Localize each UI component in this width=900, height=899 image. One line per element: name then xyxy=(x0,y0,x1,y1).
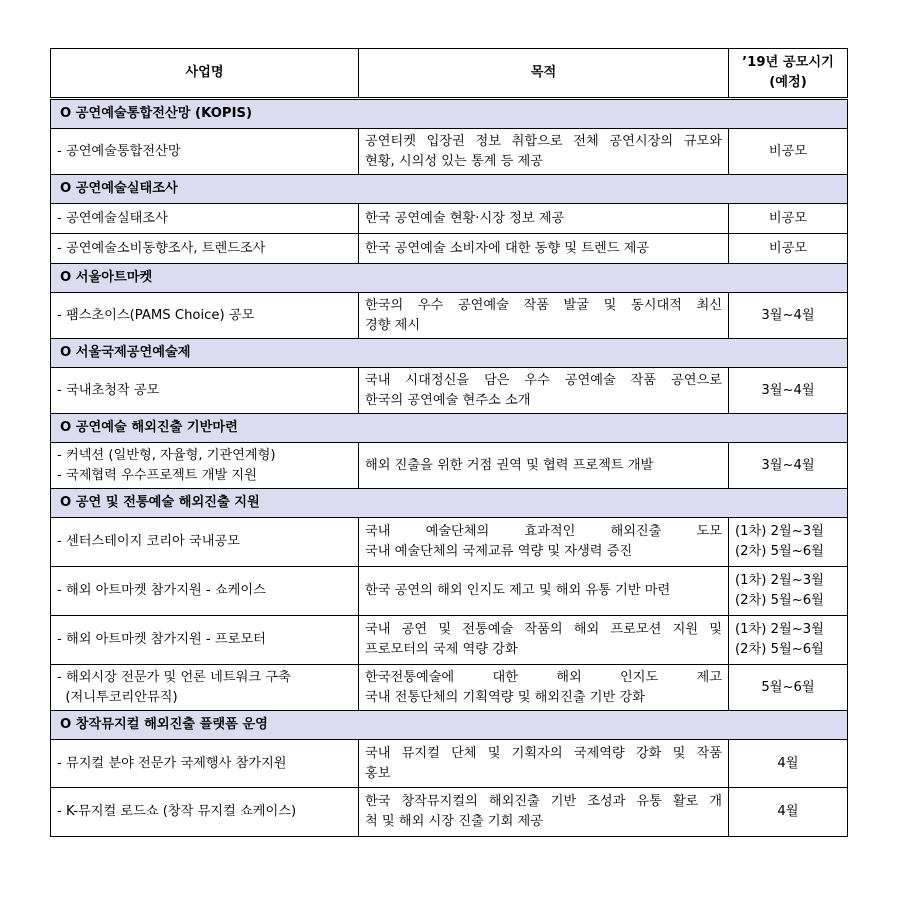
program-name-cell xyxy=(51,204,359,234)
purpose-line: 국내 공연 및 전통예술 작품의 해외 프로모션 지원 및 xyxy=(365,622,722,637)
program-name-line: - 해외 아트마켓 참가지원 - 쇼케이스 xyxy=(57,583,266,598)
section-title: O 공연예술통합전산망 (KOPIS) xyxy=(51,99,848,129)
purpose-line: 한국 공연예술 현황·시장 정보 제공 xyxy=(365,210,565,226)
application-period-line: 비공모 xyxy=(768,143,808,159)
application-period-line: 3월~4월 xyxy=(761,307,815,323)
purpose-cell xyxy=(359,443,729,489)
purpose-cell xyxy=(359,518,729,567)
program-name-line: - 공연예술소비동향조사, 트렌드조사 xyxy=(57,240,266,256)
application-period-line: (2차) 5월~6월 xyxy=(735,593,824,608)
table-row xyxy=(51,204,848,234)
header-purpose: 목적 xyxy=(359,49,729,99)
section-title: O 공연예술실태조사 xyxy=(51,175,848,204)
purpose-line: 국내 시대정신을 담은 우수 공연예술 작품 공연으로 xyxy=(365,372,722,388)
application-period-cell xyxy=(729,518,848,567)
purpose-cell xyxy=(359,234,729,264)
table-row xyxy=(51,443,848,489)
table-row xyxy=(51,788,848,837)
purpose-cell xyxy=(359,293,729,339)
header-period-line1: ’19년 공모시기 xyxy=(742,55,834,70)
table-row xyxy=(51,518,848,567)
program-name-line: - 팸스초이스(PAMS Choice) 공모 xyxy=(57,307,255,323)
purpose-line: 한국전통예술에 대한 해외 인지도 제고 xyxy=(365,669,722,685)
purpose-cell xyxy=(359,567,729,616)
purpose-line: 국내 전통단체의 기획역량 및 해외진출 기반 강화 xyxy=(365,689,645,705)
purpose-cell xyxy=(359,740,729,788)
application-period-line: (1차) 2월~3월 xyxy=(735,622,824,637)
application-period-cell xyxy=(729,788,848,837)
program-name-line: - 해외 아트마켓 참가지원 - 프로모터 xyxy=(57,632,266,647)
purpose-line: 프로모터의 국제 역량 강화 xyxy=(365,642,518,657)
application-period-cell xyxy=(729,616,848,665)
purpose-line: 국내 예술단체의 국제교류 역량 및 자생력 증진 xyxy=(365,544,633,559)
application-period-cell xyxy=(729,368,848,414)
header-row xyxy=(51,49,848,99)
purpose-line: 한국의 우수 공연예술 작품 발굴 및 동시대적 최신 xyxy=(365,297,722,313)
application-period-line: 4월 xyxy=(777,804,799,819)
application-period-cell xyxy=(729,443,848,489)
purpose-cell xyxy=(359,204,729,234)
purpose-line: 국내 뮤지컬 단체 및 기획자의 국제역량 강화 및 작품 xyxy=(365,745,722,761)
application-period-line: 비공모 xyxy=(768,240,808,256)
purpose-cell xyxy=(359,788,729,837)
program-name-line: - 커넥션 (일반형, 자율형, 기관연계형) xyxy=(57,447,276,463)
purpose-line: 한국 공연예술 소비자에 대한 동향 및 트렌드 제공 xyxy=(365,240,650,256)
header-name: 사업명 xyxy=(51,49,359,99)
application-period-line: 5월~6월 xyxy=(761,679,815,695)
program-name-line: - K-뮤지컬 로드쇼 (창작 뮤지컬 쇼케이스) xyxy=(57,804,297,819)
section-title: O 서울국제공연예술제 xyxy=(51,339,848,368)
section-title: O 공연예술 해외진출 기반마련 xyxy=(51,414,848,443)
table-row xyxy=(51,293,848,339)
program-name-line: - 센터스테이지 코리아 국내공모 xyxy=(57,534,240,549)
application-period-cell xyxy=(729,129,848,175)
program-name-cell xyxy=(51,293,359,339)
application-period-cell xyxy=(729,204,848,234)
purpose-line: 한국의 공연예술 현주소 소개 xyxy=(365,392,531,408)
program-name-line: (저니투코리안뮤직) xyxy=(57,689,178,705)
table-row xyxy=(51,740,848,788)
table-row xyxy=(51,665,848,711)
program-name-line: - 국제협력 우수프로젝트 개발 지원 xyxy=(57,467,257,483)
program-name-cell xyxy=(51,788,359,837)
purpose-line: 현황, 시의성 있는 통계 등 제공 xyxy=(365,153,544,169)
section-title: O 창작뮤지컬 해외진출 플랫폼 운영 xyxy=(51,711,848,740)
section-row xyxy=(51,414,848,443)
section-row xyxy=(51,711,848,740)
application-period-line: 비공모 xyxy=(768,210,808,226)
section-title: O 서울아트마켓 xyxy=(51,264,848,293)
program-name-cell xyxy=(51,518,359,567)
purpose-line: 홍보 xyxy=(365,765,391,781)
table-row xyxy=(51,368,848,414)
purpose-line: 한국 공연의 해외 인지도 제고 및 해외 유통 기반 마련 xyxy=(365,583,671,598)
program-name-cell xyxy=(51,567,359,616)
application-period-line: (2차) 5월~6월 xyxy=(735,642,824,657)
program-name-cell xyxy=(51,665,359,711)
application-period-line: 3월~4월 xyxy=(761,382,815,398)
application-period-cell xyxy=(729,665,848,711)
purpose-line: 국내 예술단체의 효과적인 해외진출 도모 xyxy=(365,524,722,539)
purpose-line: 척 및 해외 시장 진출 기회 제공 xyxy=(365,814,544,829)
application-period-line: 3월~4월 xyxy=(761,457,815,473)
program-name-cell xyxy=(51,443,359,489)
purpose-cell xyxy=(359,129,729,175)
application-period-cell xyxy=(729,567,848,616)
program-name-cell xyxy=(51,740,359,788)
section-row xyxy=(51,264,848,293)
program-schedule-table xyxy=(50,48,848,837)
program-name-line: - 국내초청작 공모 xyxy=(57,382,160,398)
program-name-line: - 공연예술실태조사 xyxy=(57,210,168,226)
section-row xyxy=(51,339,848,368)
table-row xyxy=(51,129,848,175)
table-row xyxy=(51,567,848,616)
application-period-line: (2차) 5월~6월 xyxy=(735,544,824,559)
program-name-line: - 해외시장 전문가 및 언론 네트워크 구축 xyxy=(57,669,291,685)
application-period-cell xyxy=(729,293,848,339)
purpose-line: 경향 제시 xyxy=(365,317,421,333)
section-row xyxy=(51,175,848,204)
purpose-line: 한국 창작뮤지컬의 해외진출 기반 조성과 유통 활로 개 xyxy=(365,794,722,809)
program-name-cell xyxy=(51,129,359,175)
program-name-line: - 공연예술통합전산망 xyxy=(57,143,181,159)
purpose-cell xyxy=(359,368,729,414)
application-period-cell xyxy=(729,740,848,788)
header-period-line2: (예정) xyxy=(769,75,807,90)
program-name-line: - 뮤지컬 분야 전문가 국제행사 참가지원 xyxy=(57,755,287,771)
header-period xyxy=(729,49,848,99)
section-title: O 공연 및 전통예술 해외진출 지원 xyxy=(51,489,848,518)
section-row xyxy=(51,489,848,518)
application-period-cell xyxy=(729,234,848,264)
table-body xyxy=(51,99,848,837)
purpose-line: 공연티켓 입장권 정보 취합으로 전체 공연시장의 규모와 xyxy=(365,133,722,149)
application-period-line: (1차) 2월~3월 xyxy=(735,524,824,539)
program-name-cell xyxy=(51,368,359,414)
program-name-cell xyxy=(51,616,359,665)
purpose-line: 해외 진출을 위한 거점 권역 및 협력 프로젝트 개발 xyxy=(365,457,654,473)
purpose-cell xyxy=(359,616,729,665)
application-period-line: (1차) 2월~3월 xyxy=(735,573,824,588)
table-row xyxy=(51,616,848,665)
application-period-line: 4월 xyxy=(777,755,799,771)
table-row xyxy=(51,234,848,264)
program-name-cell xyxy=(51,234,359,264)
section-row xyxy=(51,99,848,129)
purpose-cell xyxy=(359,665,729,711)
